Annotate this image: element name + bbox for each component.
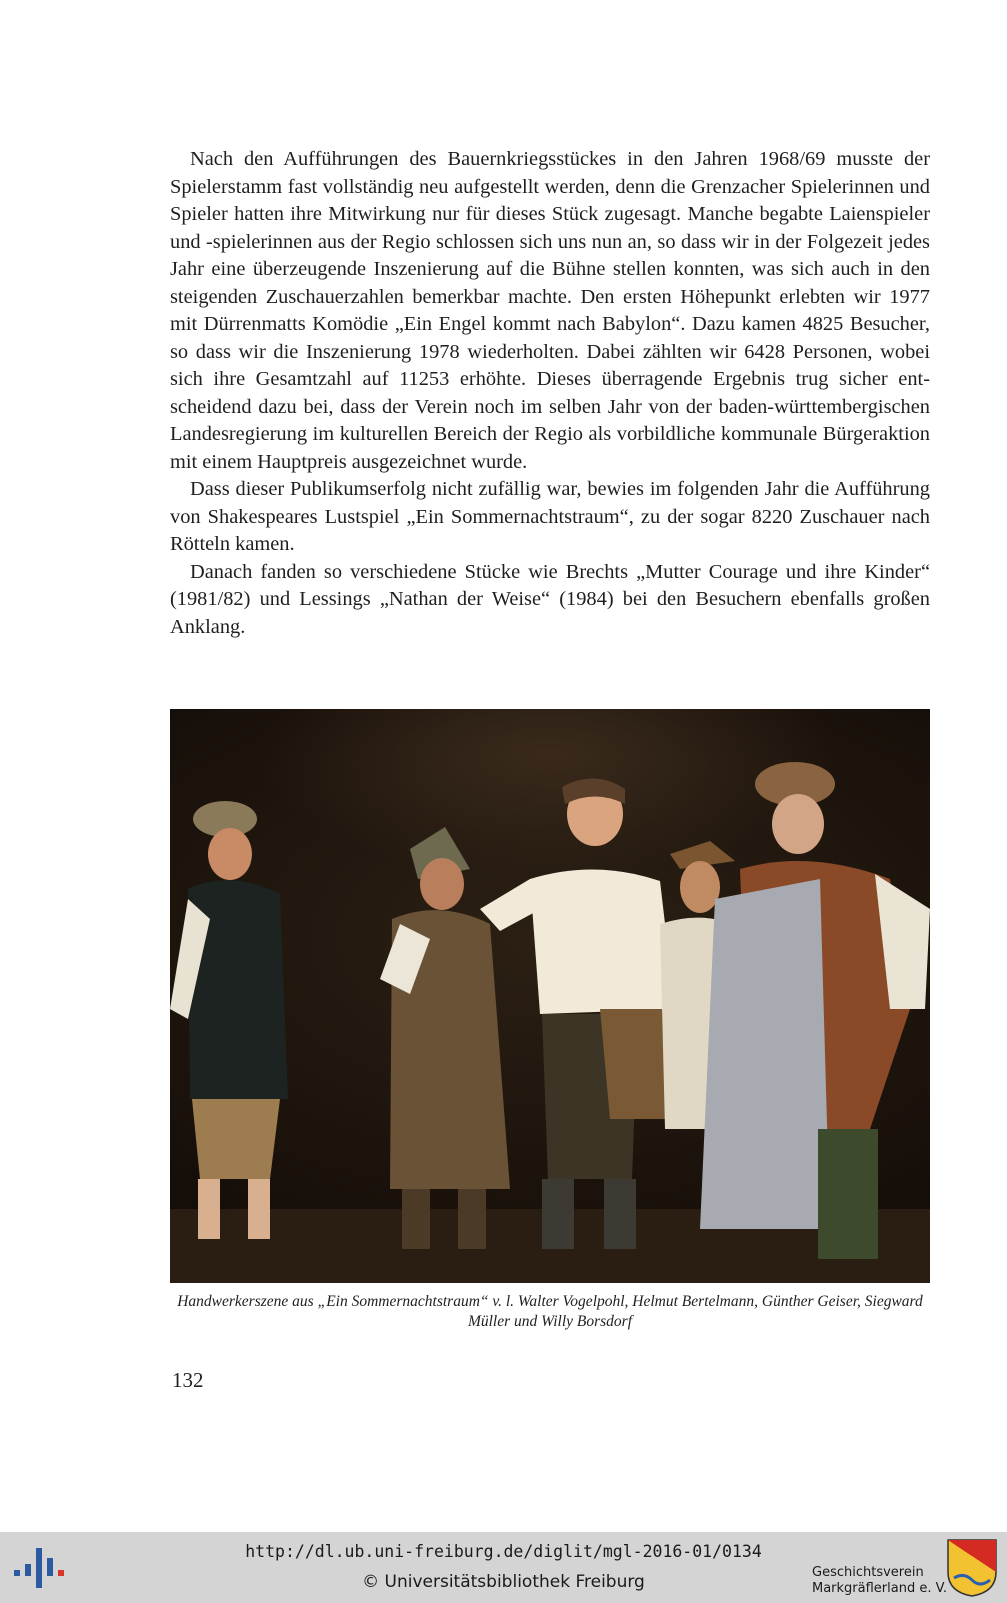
paragraph: Nach den Aufführungen des Bauernkriegsstückes in den Jahren 1968/69 musste der Spielerstamm fast vollständig neu aufgestellt werden, denn die Grenzacher Spielerinnen und Spieler hatten ihre Mitwirkung nur für dieses Stück zugesagt. Manche begabte Laienspieler und -spielerinnen aus der Regio schlossen sich uns nun an, so dass wir in der Folgezeit jedes Jahr eine überzeugende Inszenierung auf die Bühne stellen konnten, was sich auch in den steigenden Zuschauerzahlen bemerkbar machte. Den ersten Höhepunkt erlebten wir 1977 mit Dürrenmatts Komödie „Ein Engel kommt nach Babylon“. Dazu kamen 4825 Besucher, so dass wir die Inszenierung 1978 wiederholten. Dabei zählten wir 6428 Personen, wobei sich ihre Gesamtzahl auf 11253 erhöhte. Dieses überragende Ergebnis trug sicher entscheidend dazu bei, dass der Verein noch im selben Jahr von der baden-württembergischen Landesregierung im kulturellen Bereich der Regio als vorbildliche kommunale Bürgeraktion mit einem Hauptpreis ausgezeichnet wurde. <box>170 148 930 473</box>
footer-copyright: © Universitätsbibliothek Freiburg <box>362 1572 645 1592</box>
footer-url-link[interactable]: http://dl.ub.uni-freiburg.de/diglit/mgl-2016-01/0134 <box>245 1542 762 1561</box>
paragraph: Danach fanden so verschiedene Stücke wie Brechts „Mutter Courage und ihre Kinder“ (1981/82) und Lessings „Nathan der Weise“ (1984) bei den Besuchern ebenfalls großen Anklang. <box>170 560 930 638</box>
footer-bar <box>0 1532 1007 1603</box>
body-text <box>170 146 930 641</box>
stage-photo <box>170 709 930 1283</box>
actor-figure <box>700 762 930 1259</box>
society-name-line: Markgräflerland e. V. <box>812 1581 947 1596</box>
society-name <box>812 1565 947 1597</box>
photo-caption: Handwerkerszene aus „Ein Sommernachtstraum“ v. l. Walter Vogelpohl, Helmut Bertelmann, Günther Geiser, Siegward Müller und Willy Borsdorf <box>177 1293 923 1330</box>
society-name-line: Geschichtsverein <box>812 1565 924 1580</box>
stage-photo-illustration <box>170 709 930 1283</box>
actor-figure <box>170 801 288 1239</box>
page-number: 132 <box>172 1368 204 1392</box>
paragraph: Dass dieser Publikumserfolg nicht zufällig war, bewies im folgenden Jahr die Aufführung von Shakespeares Lustspiel „Ein Sommernachtstraum“, zu der sogar 8220 Zuschauer nach Rötteln kamen. <box>170 478 930 555</box>
actor-figure <box>380 827 510 1249</box>
coat-of-arms-icon <box>946 1538 998 1598</box>
actor-figure <box>480 778 675 1249</box>
